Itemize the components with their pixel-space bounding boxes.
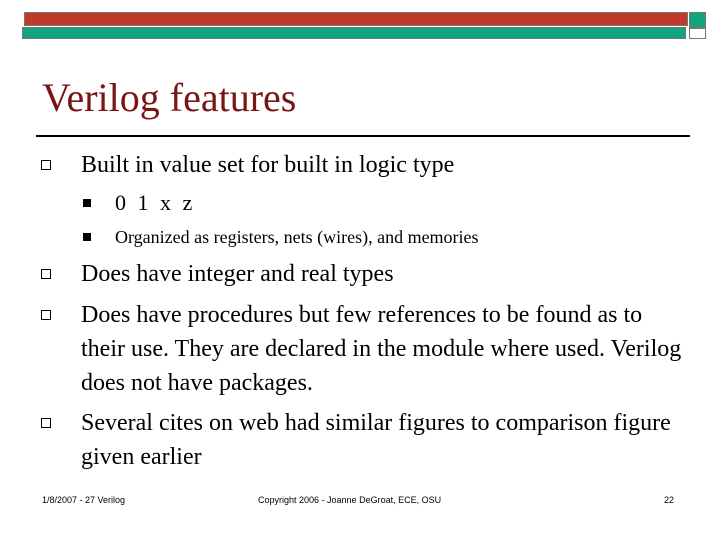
footer-date: 1/8/2007 - 27 Verilog <box>42 495 126 505</box>
bullet-text: Does have integer and real types <box>81 261 394 287</box>
slide-title: Verilog features <box>42 75 297 120</box>
footer-page-number: 22 <box>664 495 675 505</box>
sub-bullet-text: 0 1 x z <box>115 190 196 215</box>
bullet-text: Built in value set for built in logic type <box>81 152 455 178</box>
sub-bullet-square-icon <box>83 199 91 207</box>
sub-bullet-square-icon <box>83 233 91 241</box>
sub-bullet-text: Organized as registers, nets (wires), and memories <box>115 227 479 247</box>
bullet-text: Does have procedures but few references to be found as to their use. They are declared in the module where used. Verilog does not have packages. <box>81 302 682 396</box>
bullet-square-icon <box>41 418 51 428</box>
header-red-bar <box>24 12 688 26</box>
bullet-square-icon <box>41 269 51 279</box>
bullet-square-icon <box>41 160 51 170</box>
header-white-square <box>689 28 706 39</box>
footer-copyright: Copyright 2006 - Joanne DeGroat, ECE, OSU <box>258 495 442 505</box>
bullet-text: Several cites on web had similar figures to comparison figure given earlier <box>81 410 671 470</box>
bullet-square-icon <box>41 310 51 320</box>
header-teal-square <box>689 12 706 28</box>
header-teal-bar <box>22 27 686 39</box>
title-underline <box>36 135 690 137</box>
